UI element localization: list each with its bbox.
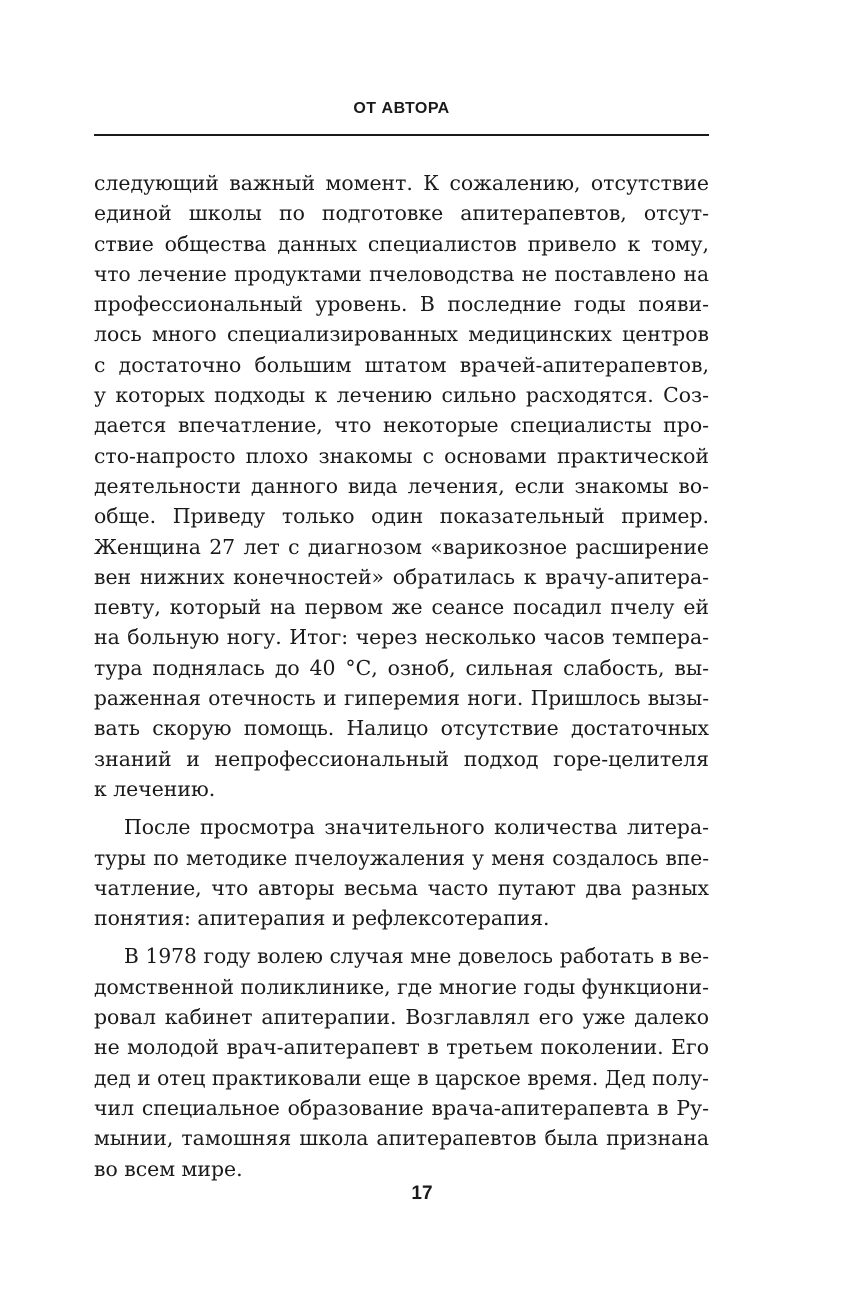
text-line: чил специальное образование врача-апитерапевта в Ру- <box>94 1095 709 1120</box>
text-line: туры по методике пчелоужаления у меня создалось впе- <box>94 845 709 870</box>
header-rule <box>94 134 709 136</box>
page-number: 17 <box>411 1183 433 1204</box>
text-line: единой школы по подготовке апитерапевтов, отсут- <box>94 201 709 226</box>
text-line: раженная отечность и гиперемия ноги. Пришлось вызы- <box>94 686 709 711</box>
text-line: что лечение продуктами пчеловодства не поставлено на <box>94 261 709 286</box>
text-line: певту, который на первом же сеансе посадил пчелу ей <box>94 595 709 620</box>
text-line: у которых подходы к лечению сильно расходятся. Соз- <box>94 383 709 408</box>
text-line: тура поднялась до 40 °С, озноб, сильная слабость, вы- <box>94 655 709 680</box>
text-line: знаний и непрофессиональный подход горе-целителя <box>94 746 709 771</box>
text-line: сто-напросто плохо знакомы с основами практической <box>94 443 709 468</box>
text-line: В 1978 году волею случая мне довелось работать в ве- <box>124 944 709 969</box>
paragraph <box>94 812 709 933</box>
text-line: ствие общества данных специалистов привело к тому, <box>94 231 709 256</box>
text-line: к лечению. <box>94 776 216 801</box>
body-text <box>94 168 709 1184</box>
text-line: лось много специализированных медицинских центров <box>94 322 709 347</box>
text-line: дед и отец практиковали еще в царское время. Дед полу- <box>94 1065 709 1090</box>
text-line: дается впечатление, что некоторые специалисты про- <box>94 413 709 438</box>
text-line: Женщина 27 лет с диагнозом «варикозное расширение <box>94 534 709 559</box>
text-line: ровал кабинет апитерапии. Возглавлял его уже далеко <box>94 1005 709 1030</box>
text-line: обще. Приведу только один показательный пример. <box>94 504 709 529</box>
text-line: вать скорую помощь. Налицо отсутствие достаточных <box>94 716 709 741</box>
paragraph <box>94 941 709 1183</box>
text-line: не молодой врач-апитерапевт в третьем поколении. Его <box>94 1035 709 1060</box>
running-head: ОТ АВТОРА <box>353 100 450 117</box>
text-line: профессиональный уровень. В последние годы появи- <box>94 292 709 317</box>
text-line: понятия: апитерапия и рефлексотерапия. <box>94 906 550 931</box>
text-line: на больную ногу. Итог: через несколько часов темпера- <box>94 625 709 650</box>
paragraph <box>94 168 709 804</box>
text-line: домственной поликлинике, где многие годы функциони- <box>94 974 710 999</box>
text-line: мынии, тамошняя школа апитерапевтов была признана <box>94 1126 709 1151</box>
text-line: во всем мире. <box>94 1156 243 1181</box>
text-line: вен нижних конечностей» обратилась к врачу-апитера- <box>94 564 709 589</box>
text-line: чатление, что авторы весьма часто путают два разных <box>94 875 709 900</box>
text-line: с достаточно большим штатом врачей-апитерапевтов, <box>94 352 709 377</box>
text-line: деятельности данного вида лечения, если знакомы во- <box>94 473 709 498</box>
text-line: следующий важный момент. К сожалению, отсутствие <box>94 171 709 195</box>
text-line: После просмотра значительного количества литера- <box>124 815 709 840</box>
